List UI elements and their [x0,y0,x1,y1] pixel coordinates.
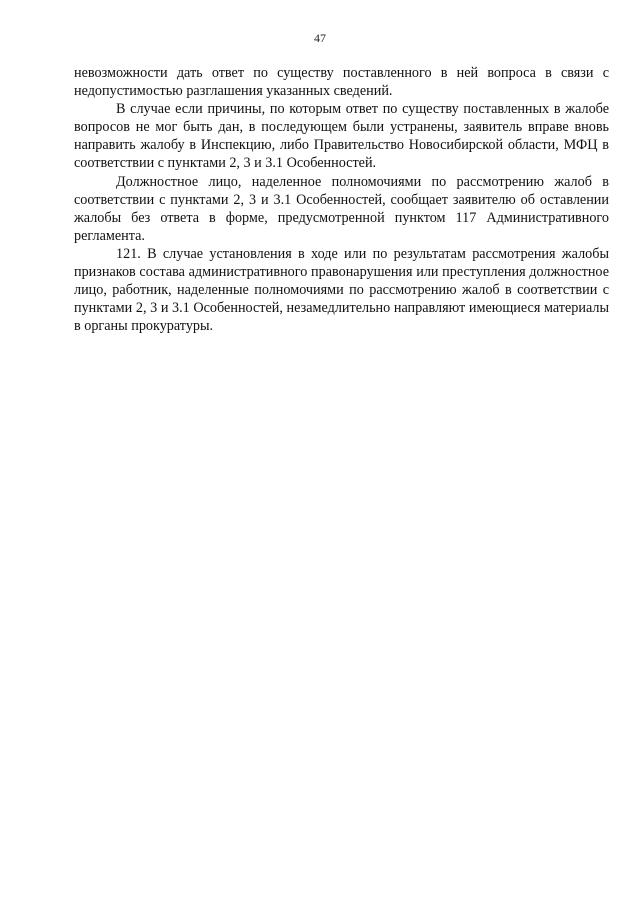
paragraph-official-notice: Должностное лицо, наделенное полномочиями по рассмотрению жалоб в соответствии с пунктами 2, 3 и 3.1 Особенностей, сообщает заявителю об оставлении жалобы без ответа в форме, предусмотренной пунктом 117 Административного регламента. [74,173,609,244]
paragraph-reasons-eliminated: В случае если причины, по которым ответ по существу поставленных в жалобе вопросов не мог быть дан, в последующем были устранены, заявитель вправе вновь направить жалобу в Инспекцию, либо Правительство Новосибирской области, МФЦ в соответствии с пунктами 2, 3 и 3.1 Особенностей. [74,101,609,172]
document-body [74,64,609,335]
paragraph-continuation: невозможности дать ответ по существу поставленного в ней вопроса в связи с недопустимостью разглашения указанных сведений. [74,65,609,100]
paragraph-121: 121. В случае установления в ходе или по результатам рассмотрения жалобы признаков состава административного правонарушения или преступления должностное лицо, работник, наделенные полномочиями по рассмотрению жалоб в соответствии с пунктами 2, 3 и 3.1 Особенностей, незамедлительно направляют имеющиеся материалы в органы прокуратуры. [74,245,609,335]
page-number: 47 [314,31,326,45]
